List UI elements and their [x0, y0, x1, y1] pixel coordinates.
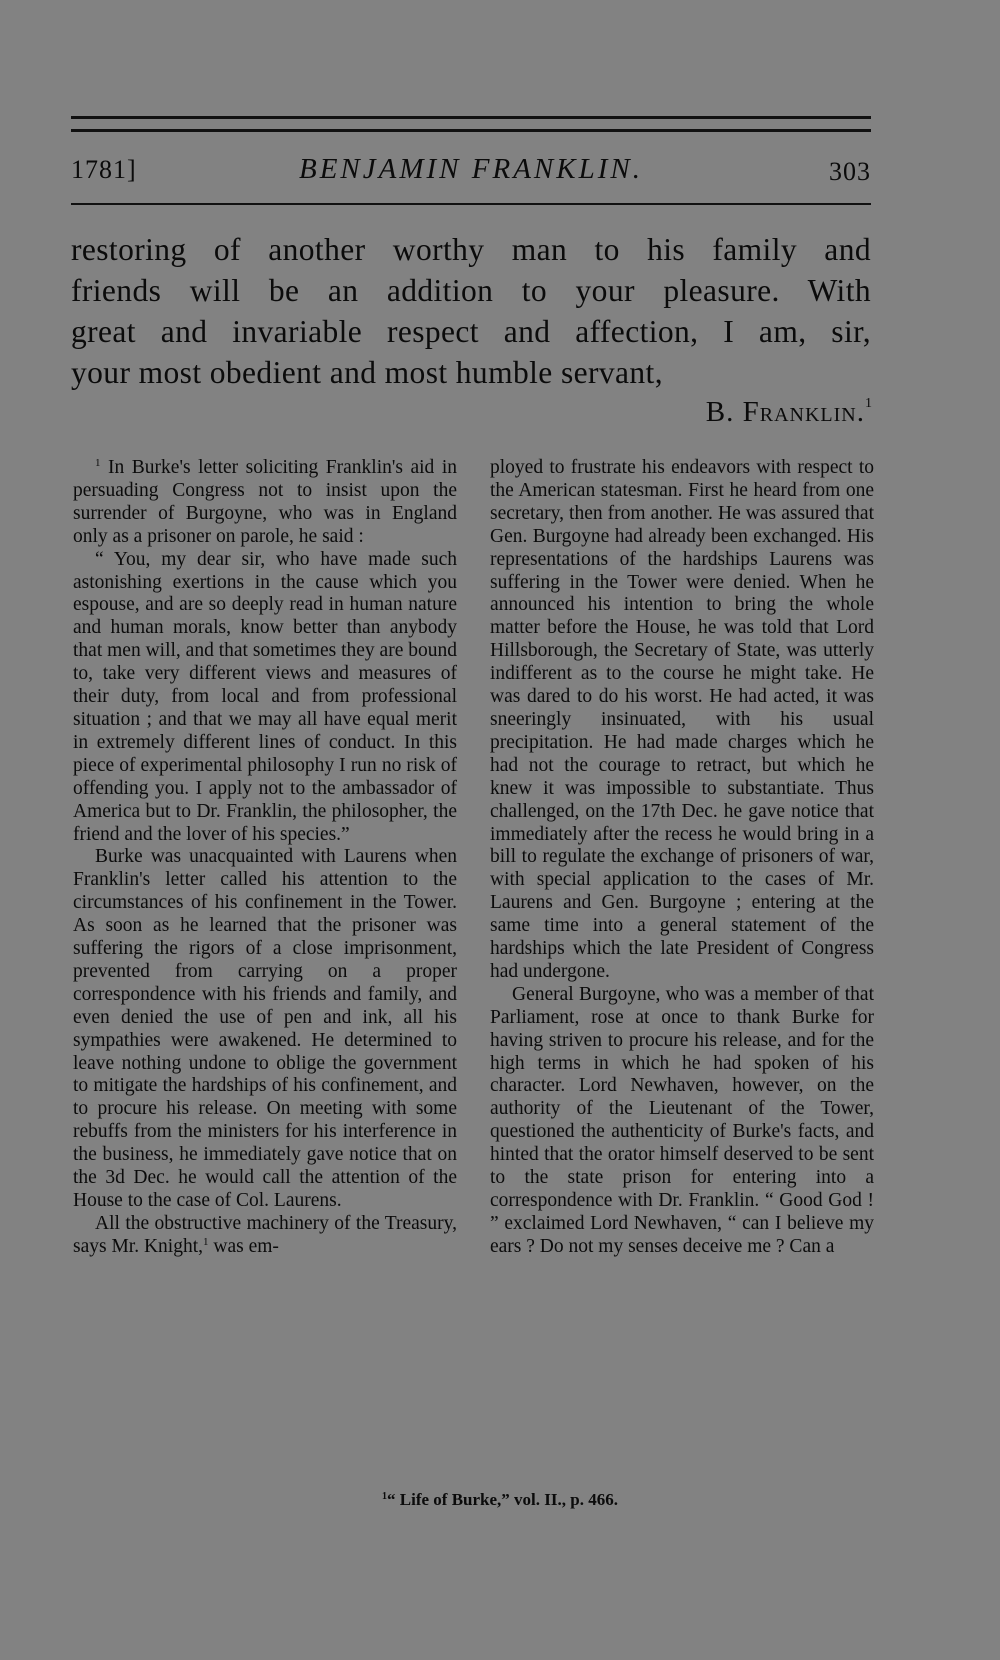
note-paragraph: “ You, my dear sir, who have made such astonishing exertions in the cause which you espouse, and are so deeply read in human nature and human morals, know better than anybody that men will, and that sometimes they are bound to, take very different views and measures of their duty, from local and from professional situation ; and that we may all have equal merit in extremely different lines of conduct. In this piece of experimental philosophy I run no risk of offending you. I apply not to the ambassador of America but to Dr. Franklin, the philosopher, the friend and the lover of his species.” — [73, 548, 457, 845]
footnote — [0, 1490, 1000, 1510]
letter-line: your most obedient and most humble servant, — [71, 355, 663, 390]
top-rule-inner — [71, 129, 871, 132]
letter-line: restoring of another worthy man to his family and — [71, 232, 871, 267]
footnote-text: “ Life of Burke,” vol. II., p. 466. — [387, 1490, 618, 1509]
signature — [706, 396, 873, 429]
note-paragraph: $^1$ In Burke's letter soliciting Franklin's aid in persuading Congress not to insist upon the surrender of Burgoyne, who was in England only as a prisoner on parole, he said : — [73, 457, 458, 547]
header-rule — [71, 203, 871, 205]
note-marker: 1 — [203, 1235, 209, 1248]
letter-line: friends will be an addition to your pleasure. With — [71, 273, 871, 308]
note-marker: 1 — [95, 457, 101, 469]
footnote-marker: 1 — [382, 1491, 388, 1502]
signature-text: B. Franklin. — [705, 396, 865, 428]
note-paragraph: All the obstructive machinery of the Treasury, says Mr. Knight,$^1$ was em- — [73, 1212, 457, 1257]
letter-line: great and invariable respect and affection, I am, sir, — [71, 314, 871, 349]
note-column-left — [73, 457, 457, 1259]
running-head — [71, 147, 871, 193]
letter-closing — [71, 229, 871, 393]
running-head-year: 1781] — [71, 155, 137, 184]
running-head-title: BENJAMIN FRANKLIN. — [299, 153, 643, 185]
page-number: 303 — [829, 157, 871, 186]
note-column-right — [490, 457, 874, 1259]
note-paragraph: ployed to frustrate his endeavors with respect to the American statesman. First he heard from one secretary, then from another. He was assured that Gen. Burgoyne had already been exchanged. His representations of the hardships Laurens was suffering in the Tower were denied. When he announced his intention to bring the whole matter before the House, he was told that Lord Hillsborough, the Secretary of State, was utterly indifferent as to the course he might take. He was dared to do his worst. He had acted, it was sneeringly insinuated, with his usual precipitation. He had made charges which he had not the courage to retract, but which he knew it was impossible to substantiate. Thus challenged, on the 17th Dec. he gave notice that immediately after the recess he would bring in a bill to regulate the exchange of prisoners of war, with special application to the cases of Mr. Laurens and Gen. Burgoyne ; entering at the same time into a general statement of the hardships which the late President of Congress had undergone. — [490, 457, 874, 982]
signature-footnote-marker: 1 — [865, 396, 873, 411]
note-paragraph: Burke was unacquainted with Laurens when Franklin's letter called his attention to the circumstances of his confinement in the Tower. As soon as he learned that the prisoner was suffering the rigors of a close imprisonment, prevented from carrying on a proper correspondence with his friends and family, and even denied the use of pen and ink, all his sympathies were awakened. He determined to leave nothing undone to oblige the government to mitigate the hardships of his confinement, and to procure his release. On meeting with some rebuffs from the ministers for his interference in the business, he immediately gave notice that on the 3d Dec. he would call the attention of the House to the case of Col. Laurens. — [73, 846, 457, 1211]
top-rule — [71, 116, 871, 119]
note-paragraph: General Burgoyne, who was a member of that Parliament, rose at once to thank Burke for having striven to procure his release, and for the high terms in which he had spoken of his character. Lord Newhaven, however, on the authority of the Lieutenant of the Tower, questioned the authenticity of Burke's facts, and hinted that the orator himself deserved to be sent to the state prison for entering into a correspondence with Dr. Franklin. “ Good God ! ” exclaimed Lord Newhaven, “ can I believe my ears ? Do not my senses deceive me ? Can a — [490, 983, 874, 1257]
